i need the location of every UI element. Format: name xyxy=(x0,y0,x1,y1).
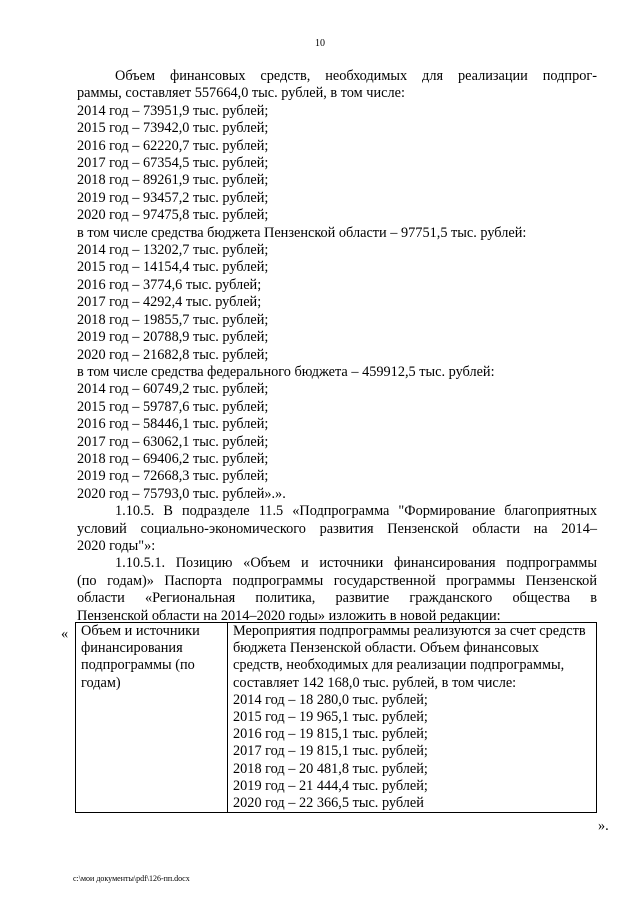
section-1-10-5-1-line-3: области «Региональная политика, развитие гражданского общества в xyxy=(77,590,597,607)
table-year-line: 2019 год – 21 444,4 тыс. рублей; xyxy=(233,777,428,794)
opening-quote: « xyxy=(61,626,69,642)
section-1-10-5-1-line-2: (по годам)» Паспорта подпрограммы государственной программы Пензенской xyxy=(77,572,597,589)
intro-line-1: Объем финансовых средств, необходимых для реализации подпрог- xyxy=(115,68,597,84)
table-year-line: 2018 год – 20 481,8 тыс. рублей; xyxy=(233,760,428,777)
footer-file-path: c:\мои документы\pdf\126-пп.docx xyxy=(73,874,190,883)
total-year-line: 2014 год – 73951,9 тыс. рублей; xyxy=(77,102,269,119)
total-year-line: 2015 год – 73942,0 тыс. рублей; xyxy=(77,120,269,137)
table-year-line: 2015 год – 19 965,1 тыс. рублей; xyxy=(233,709,428,726)
section-1-10-5-line-1: 1.10.5. В подразделе 11.5 «Подпрограмма "Формирование благоприятных xyxy=(115,503,597,520)
total-year-line: 2019 год – 93457,2 тыс. рублей; xyxy=(77,189,269,206)
closing-quote: ». xyxy=(598,818,609,834)
table-year-line: 2014 год – 18 280,0 тыс. рублей; xyxy=(233,691,428,708)
federal-budget-heading: в том числе средства федерального бюджета – 459912,5 тыс. рублей: xyxy=(77,363,495,380)
federal-year-line: 2015 год – 59787,6 тыс. рублей; xyxy=(77,398,269,415)
financing-intro: Мероприятия подпрограммы реализуются за счет средств бюджета Пензенской области. Объем финансовых средств, необходимых для реализации подпрограммы, составляет 142 168,0 тыс. рублей, в том числе: xyxy=(233,623,586,691)
section-1-10-5-line-3: 2020 годы"»: xyxy=(77,537,156,554)
regional-year-line: 2020 год – 21682,8 тыс. рублей; xyxy=(77,346,269,363)
section-1-10-5-1-line-1: 1.10.5.1. Позицию «Объем и источники финансирования подпрограммы xyxy=(115,555,597,572)
total-year-line: 2020 год – 97475,8 тыс. рублей; xyxy=(77,207,269,224)
table-year-line: 2016 год – 19 815,1 тыс. рублей; xyxy=(233,726,428,743)
total-year-line: 2018 год – 89261,9 тыс. рублей; xyxy=(77,172,269,189)
table-year-line: 2017 год – 19 815,1 тыс. рублей; xyxy=(233,743,428,760)
federal-year-line: 2017 год – 63062,1 тыс. рублей; xyxy=(77,433,269,450)
regional-year-line: 2017 год – 4292,4 тыс. рублей; xyxy=(77,294,262,311)
regional-budget-heading: в том числе средства бюджета Пензенской области – 97751,5 тыс. рублей: xyxy=(77,224,527,241)
federal-year-line: 2014 год – 60749,2 тыс. рублей; xyxy=(77,381,269,398)
total-year-line: 2017 год – 67354,5 тыс. рублей; xyxy=(77,155,269,172)
table-year-line: 2020 год – 22 366,5 тыс. рублей xyxy=(233,795,424,812)
regional-year-line: 2015 год – 14154,4 тыс. рублей; xyxy=(77,259,269,276)
intro-line-2: раммы, составляет 557664,0 тыс. рублей, в том числе: xyxy=(77,85,405,102)
section-1-10-5-1-line-4: Пензенской области на 2014–2020 годы» изложить в новой редакции: xyxy=(77,607,501,624)
federal-year-line: 2019 год – 72668,3 тыс. рублей; xyxy=(77,468,269,485)
financing-label-cell: Объем и источники финансирования подпрограммы (по годам) xyxy=(76,623,228,813)
federal-year-line: 2020 год – 75793,0 тыс. рублей».». xyxy=(77,485,286,502)
financing-value-cell xyxy=(228,623,597,813)
regional-year-line: 2019 год – 20788,9 тыс. рублей; xyxy=(77,329,269,346)
passport-table xyxy=(75,622,597,813)
federal-year-line: 2016 год – 58446,1 тыс. рублей; xyxy=(77,416,269,433)
total-year-line: 2016 год – 62220,7 тыс. рублей; xyxy=(77,137,269,154)
page-number: 10 xyxy=(315,38,325,49)
federal-year-line: 2018 год – 69406,2 тыс. рублей; xyxy=(77,450,269,467)
regional-year-line: 2014 год – 13202,7 тыс. рублей; xyxy=(77,242,269,259)
section-1-10-5-line-2: условий социально-экономического развития Пензенской области на 2014– xyxy=(77,520,597,537)
table-row xyxy=(76,623,597,813)
regional-year-line: 2018 год – 19855,7 тыс. рублей; xyxy=(77,311,269,328)
financing-text xyxy=(77,68,597,625)
regional-year-line: 2016 год – 3774,6 тыс. рублей; xyxy=(77,276,262,293)
